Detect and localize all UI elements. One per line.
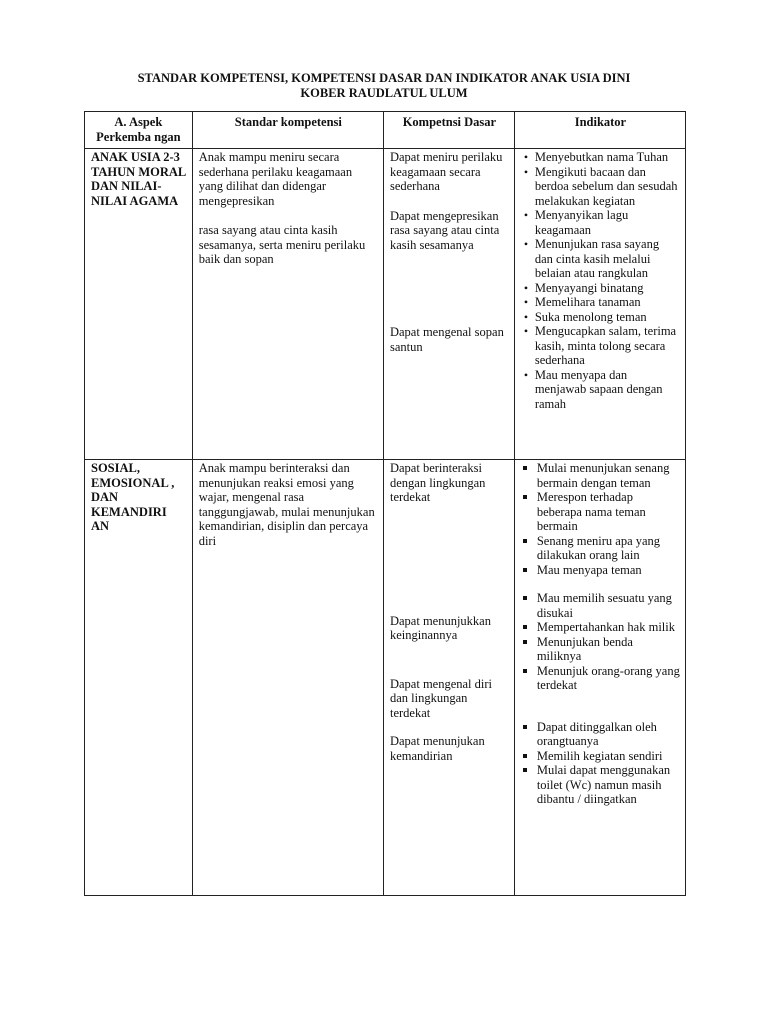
kompetensi-cell: [383, 149, 514, 460]
kompetensi-item: Dapat mengepresikan rasa sayang atau cinta kasih sesamanya: [389, 208, 500, 252]
table-header-row: [85, 112, 686, 149]
indikator-list: [521, 591, 680, 693]
header-kompetensi-dasar: Kompetnsi Dasar: [383, 112, 514, 149]
list-item: • Mau menyapa dan menjawab sapaan dengan ramah: [535, 368, 680, 412]
indikator-list: [521, 720, 680, 807]
list-item: Mulai menunjukan senang bermain dengan teman: [537, 461, 680, 490]
list-item: • Mengucapkan salam, terima kasih, minta tolong secara sederhana: [535, 324, 680, 368]
list-item: Mau menyapa teman: [537, 563, 680, 578]
aspect-label: ANAK USIA 2-3 TAHUN MORAL DAN NILAI-NILAI AGAMA: [91, 150, 186, 208]
indikator-cell: [514, 460, 685, 896]
list-item: Memilih kegiatan sendiri: [537, 749, 680, 764]
list-item: Merespon terhadap beberapa nama teman bermain: [537, 490, 680, 534]
list-item: Dapat ditinggalkan oleh orangtuanya: [537, 720, 680, 749]
aspect-label: SOSIAL, EMOSIONAL , DAN KEMANDIRI AN: [91, 461, 175, 533]
header-indikator: Indikator: [514, 112, 685, 149]
list-item: • Mengikuti bacaan dan berdoa sebelum dan sesudah melakukan kegiatan: [535, 165, 680, 209]
header-standar: Standar kompetensi: [192, 112, 383, 149]
kompetensi-item: Dapat mengenal sopan santun: [389, 325, 504, 354]
header-aspek: [85, 112, 193, 149]
list-item: • Menyayangi binatang: [535, 281, 680, 296]
list-item: Mau memilih sesuatu yang disukai: [537, 591, 680, 620]
kompetensi-item: Dapat meniru perilaku keagamaan secara sederhana: [389, 150, 503, 193]
table-row: [85, 149, 686, 460]
kompetensi-item: Dapat menunjukkan keinginannya: [389, 613, 491, 642]
list-item: Mempertahankan hak milik: [537, 620, 680, 635]
aspect-cell: [85, 460, 193, 896]
indikator-list: [521, 150, 680, 411]
standar-text: rasa sayang atau cinta kasih sesamanya, serta meniru perilaku baik dan sopan: [198, 223, 366, 266]
title-line-1: STANDAR KOMPETENSI, KOMPETENSI DASAR DAN INDIKATOR ANAK USIA DINI: [137, 71, 631, 85]
table-row: [85, 460, 686, 896]
kompetensi-item: Dapat menunjukan kemandirian: [389, 734, 485, 763]
kompetensi-item: Dapat mengenal diri dan lingkungan terdekat: [389, 676, 493, 720]
kompetensi-cell: [383, 460, 514, 896]
document-title: [0, 71, 768, 101]
standar-cell: [192, 460, 383, 896]
list-item: • Memelihara tanaman: [535, 295, 680, 310]
list-item: • Menunjukan rasa sayang dan cinta kasih melalui belaian atau rangkulan: [535, 237, 680, 281]
indikator-cell: [514, 149, 685, 460]
aspect-cell: [85, 149, 193, 460]
indikator-list: [521, 461, 680, 577]
list-item: • Menyanyikan lagu keagamaan: [535, 208, 680, 237]
competency-table: [84, 111, 686, 896]
header-aspek-label: A. Aspek Perkemba ngan: [96, 115, 181, 144]
standar-text: Anak mampu meniru secara sederhana perilaku keagamaan yang dilihat dan didengar mengepresikan: [198, 150, 353, 208]
standar-text: Anak mampu berinteraksi dan menunjukan reaksi emosi yang wajar, mengenal rasa tanggungjawab, mulai menunjukan kemandirian, disiplin dan percaya diri: [198, 461, 375, 548]
list-item: • Menyebutkan nama Tuhan: [535, 150, 680, 165]
standar-cell: [192, 149, 383, 460]
list-item: • Suka menolong teman: [535, 310, 680, 325]
kompetensi-item: Dapat berinteraksi dengan lingkungan terdekat: [389, 461, 486, 504]
list-item: Menunjuk orang-orang yang terdekat: [536, 663, 680, 692]
title-line-2: KOBER RAUDLATUL ULUM: [300, 86, 468, 100]
list-item: Mulai dapat menggunakan toilet (Wc) namun masih dibantu / diingatkan: [537, 763, 680, 807]
list-item: Menunjukan benda miliknya: [537, 635, 680, 664]
list-item: Senang meniru apa yang dilakukan orang lain: [537, 534, 680, 563]
